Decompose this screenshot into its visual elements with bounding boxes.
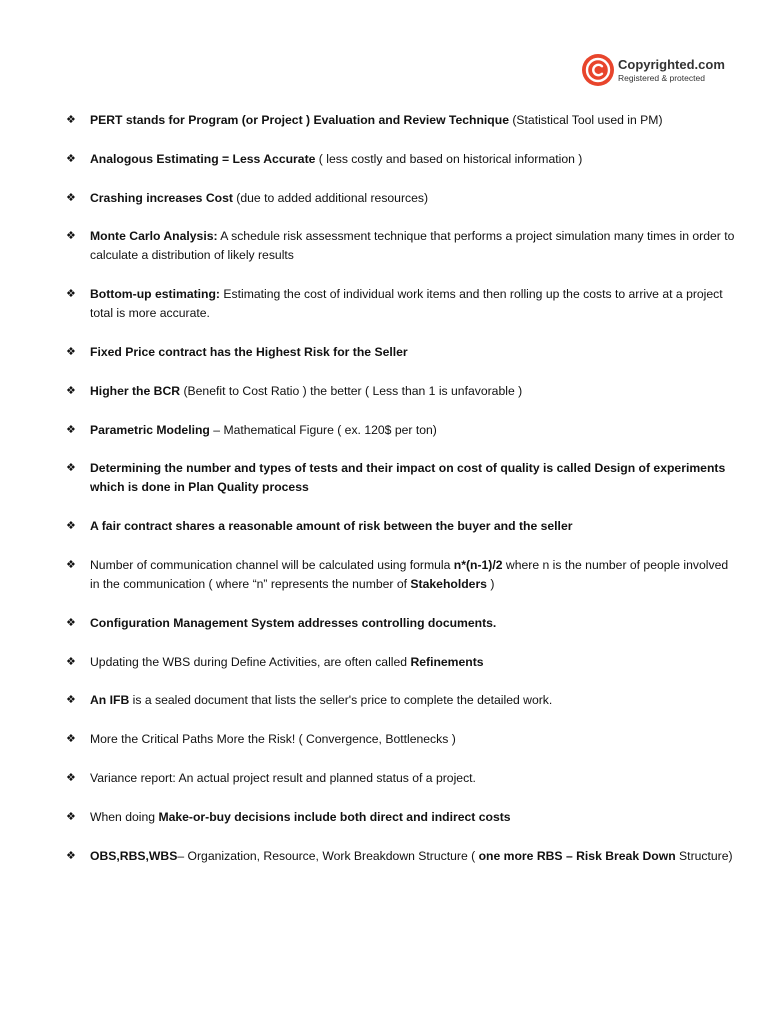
note-segment: ) — [486, 576, 495, 591]
note-segment: (Statistical Tool used in PM) — [508, 113, 663, 127]
note-segment: where n is the number of people involved in the communication ( where “n” represents the number of — [90, 557, 729, 591]
note-text — [90, 614, 736, 633]
note-item — [66, 847, 736, 866]
four-diamond-bullet-icon: ❖ — [66, 230, 76, 243]
note-segment: An IFB — [90, 693, 130, 708]
note-segment: – Organization, Resource, Work Breakdown Structure ( — [177, 848, 479, 863]
note-segment: Stakeholders — [410, 576, 487, 591]
four-diamond-bullet-icon: ❖ — [66, 423, 76, 436]
note-segment: OBS,RBS,WBS — [90, 848, 178, 863]
note-item — [66, 517, 736, 536]
note-item — [66, 227, 736, 265]
notes-list — [66, 111, 736, 885]
four-diamond-bullet-icon: ❖ — [66, 771, 76, 784]
note-item — [66, 343, 736, 362]
note-text — [90, 730, 736, 749]
note-segment: Analogous Estimating = Less Accurate — [90, 151, 316, 166]
copyright-icon — [582, 54, 614, 86]
note-item — [66, 382, 736, 401]
note-segment: When doing — [90, 809, 159, 824]
note-segment: A fair contract shares a reasonable amount of risk between the buyer and the seller — [90, 519, 573, 534]
four-diamond-bullet-icon: ❖ — [66, 288, 76, 301]
note-item — [66, 189, 736, 208]
four-diamond-bullet-icon: ❖ — [66, 191, 76, 204]
note-segment: Determining the number and types of tests and their impact on cost of quality is called Design of experiments which is done in Plan Quality process — [90, 461, 726, 495]
note-text — [90, 227, 736, 265]
four-diamond-bullet-icon: ❖ — [66, 462, 76, 475]
note-text — [90, 847, 736, 866]
four-diamond-bullet-icon: ❖ — [66, 733, 76, 746]
note-segment: PERT stands for Program (or Project ) Evaluation and Review Technique — [90, 113, 509, 127]
note-item — [66, 614, 736, 633]
note-item — [66, 769, 736, 788]
note-text — [90, 808, 736, 827]
note-segment: Refinements — [410, 654, 484, 669]
note-item — [66, 111, 736, 130]
four-diamond-bullet-icon: ❖ — [66, 558, 76, 571]
note-text — [90, 769, 736, 788]
note-segment: Make-or-buy decisions include both direct and indirect costs — [158, 809, 511, 824]
note-segment: ( less costly and based on historical information ) — [315, 151, 583, 166]
note-item — [66, 556, 736, 594]
note-text — [90, 517, 736, 536]
note-segment: one more RBS – Risk Break Down — [478, 848, 676, 863]
four-diamond-bullet-icon: ❖ — [66, 152, 76, 165]
note-segment: (due to added additional resources) — [232, 190, 429, 205]
note-text — [90, 111, 736, 130]
four-diamond-bullet-icon: ❖ — [66, 655, 76, 668]
four-diamond-bullet-icon: ❖ — [66, 520, 76, 533]
four-diamond-bullet-icon: ❖ — [66, 114, 76, 126]
note-segment: Configuration Management System addresses controlling documents. — [90, 615, 497, 630]
note-text — [90, 421, 736, 440]
note-segment: (Benefit to Cost Ratio ) the better ( Less than 1 is unfavorable ) — [180, 383, 523, 398]
note-segment: Parametric Modeling — [90, 422, 210, 437]
note-text — [90, 189, 736, 208]
note-item — [66, 808, 736, 827]
note-text — [90, 285, 736, 323]
note-segment: Updating the WBS during Define Activities, are often called — [90, 654, 411, 669]
four-diamond-bullet-icon: ❖ — [66, 810, 76, 823]
note-item — [66, 653, 736, 672]
note-text — [90, 343, 736, 362]
note-segment: A schedule risk assessment technique that performs a project simulation many times in order to calculate a distribution of likely results — [90, 229, 735, 263]
badge-subtitle: Registered & protected — [618, 72, 705, 83]
note-text — [90, 459, 736, 497]
note-text — [90, 150, 736, 169]
note-segment: Bottom-up estimating: — [90, 287, 220, 302]
note-item — [66, 150, 736, 169]
note-text — [90, 691, 736, 710]
note-segment: Variance report: An actual project result and planned status of a project. — [90, 770, 476, 785]
four-diamond-bullet-icon: ❖ — [66, 384, 76, 397]
note-segment: Monte Carlo Analysis: — [90, 229, 218, 244]
four-diamond-bullet-icon: ❖ — [66, 849, 76, 862]
note-segment: More the Critical Paths More the Risk! ( Convergence, Bottlenecks ) — [90, 732, 456, 747]
four-diamond-bullet-icon: ❖ — [66, 616, 76, 629]
note-item — [66, 691, 736, 710]
four-diamond-bullet-icon: ❖ — [66, 694, 76, 707]
note-item — [66, 285, 736, 323]
note-segment: Estimating the cost of individual work items and then rolling up the costs to arrive at a project total is more accurate. — [90, 287, 723, 321]
four-diamond-bullet-icon: ❖ — [66, 345, 76, 358]
note-segment: – Mathematical Figure ( ex. 120$ per ton) — [209, 422, 437, 437]
note-segment: Higher the BCR — [90, 383, 181, 398]
note-text — [90, 653, 736, 672]
badge-title: Copyrighted.com — [618, 56, 725, 72]
note-segment: is a sealed document that lists the seller's price to complete the detailed work. — [129, 693, 553, 708]
note-text — [90, 556, 736, 594]
note-item — [66, 730, 736, 749]
note-segment: Crashing increases Cost — [90, 190, 233, 205]
note-item — [66, 421, 736, 440]
note-segment: Fixed Price contract has the Highest Risk for the Seller — [90, 344, 408, 359]
note-item — [66, 459, 736, 497]
copyright-badge — [582, 54, 725, 86]
note-text — [90, 382, 736, 401]
note-segment: Number of communication channel will be calculated using formula — [90, 557, 454, 572]
note-segment: n*(n-1)/2 — [453, 557, 503, 572]
note-segment: Structure) — [675, 848, 733, 863]
